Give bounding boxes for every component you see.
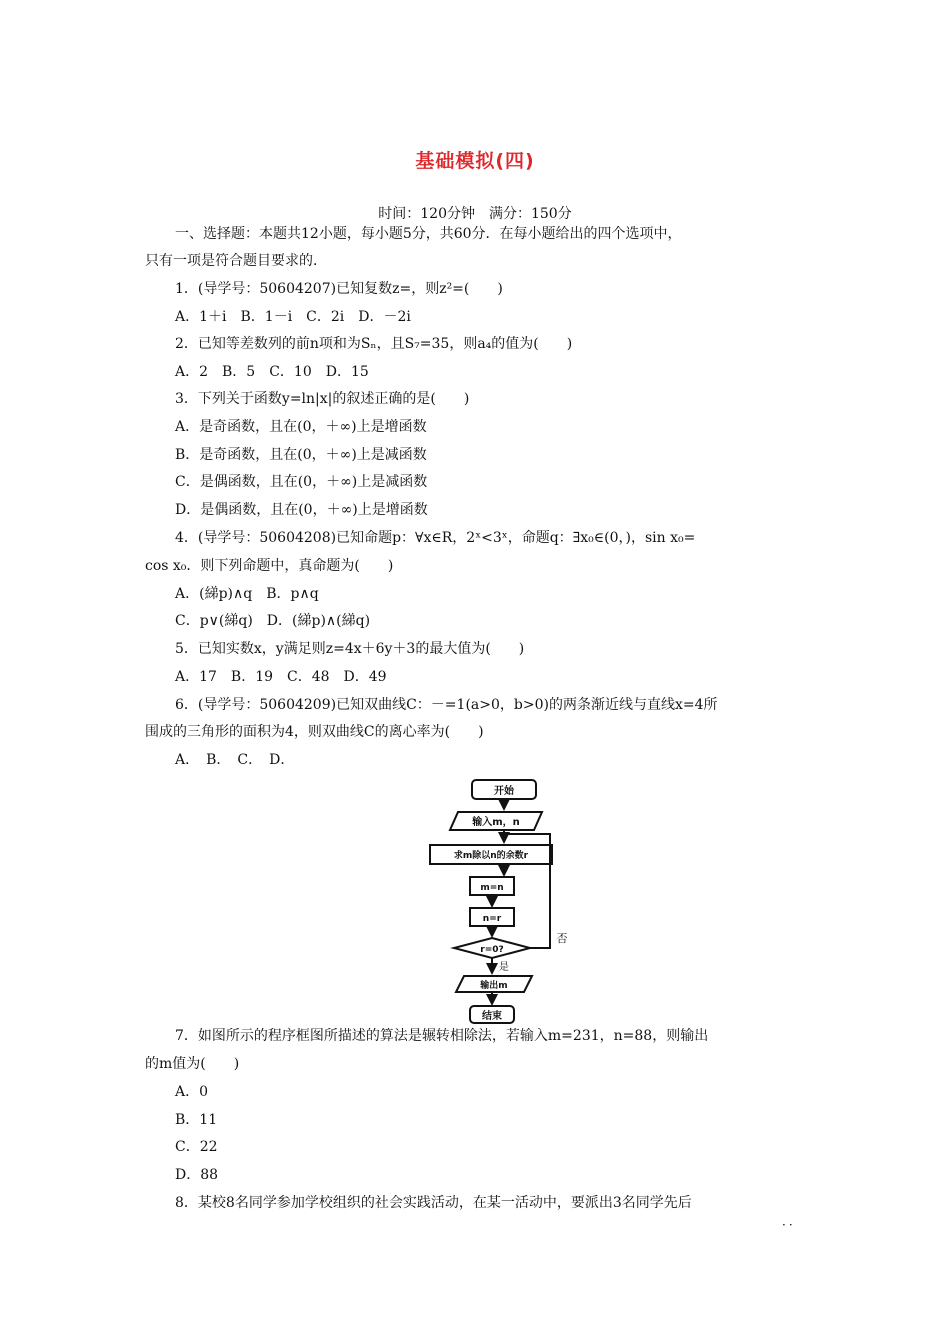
q2-options: A．2 B．5 C．10 D．15	[175, 364, 369, 380]
q2-stem: 2．已知等差数列的前n项和为Sₙ，且S₇=35，则a₄的值为( )	[175, 336, 573, 352]
q8-stem: 8．某校8名同学参加学校组织的社会实践活动，在某一活动中，要派出3名同学先后	[175, 1195, 692, 1211]
flow-remainder-label: 求m除以n的余数r	[453, 851, 529, 861]
q7-stem-line-2: 的m值为( )	[145, 1056, 240, 1072]
flow-output-label: 输出m	[480, 981, 508, 991]
page-title: 基础模拟(四)	[415, 150, 535, 172]
q1-options: A．1＋i B．1－i C．2i D．－2i	[175, 309, 411, 325]
flow-no-label: 否	[556, 932, 568, 945]
q5-options: A．17 B．19 C．48 D．49	[175, 669, 387, 685]
q3-option-c: C．是偶函数，且在(0，＋∞)上是减函数	[175, 474, 428, 490]
q7-option-c: C．22	[175, 1139, 218, 1155]
q3-option-b: B．是奇函数，且在(0，＋∞)上是减函数	[175, 447, 427, 463]
exam-meta: 时间：120分钟 满分：150分	[378, 206, 572, 222]
flow-end-label: 结束	[482, 1011, 502, 1022]
q3-option-a: A．是奇函数，且在(0，＋∞)上是增函数	[175, 419, 427, 435]
q7-option-a: A．0	[175, 1084, 209, 1100]
q4-options-2: C．p∨(綈q) D．(綈p)∧(綈q)	[175, 613, 371, 629]
flow-input-label: 输入m，n	[472, 817, 520, 828]
q4-options-1: A．(綈p)∧q B．p∧q	[175, 586, 319, 602]
section-intro-line-1: 一、选择题：本题共12小题，每小题5分，共60分．在每小题给出的四个选项中，	[175, 226, 682, 242]
program-flowchart	[420, 776, 580, 1026]
q3-option-d: D．是偶函数，且在(0，＋∞)上是增函数	[175, 502, 428, 518]
q7-stem-line-1: 7．如图所示的程序框图所描述的算法是辗转相除法，若输入m=231，n=88，则输出	[175, 1028, 709, 1044]
flow-decision-label: r=0?	[480, 945, 504, 955]
flow-assign-n-label: n=r	[482, 914, 502, 924]
q7-option-d: D．88	[175, 1167, 219, 1183]
q7-option-b: B．11	[175, 1112, 218, 1128]
q6-options: A． B． C． D．	[175, 752, 295, 768]
flow-start-label: 开始	[494, 786, 514, 797]
continuation-mark: ··	[782, 1218, 796, 1232]
flow-yes-label: 是	[499, 962, 509, 973]
q3-stem: 3．下列关于函数y=ln|x|的叙述正确的是( )	[175, 391, 470, 407]
flow-assign-m-label: m=n	[480, 883, 504, 893]
q5-stem: 5．已知实数x，y满足则z=4x＋6y＋3的最大值为( )	[175, 641, 525, 657]
q4-stem-line-1: 4．(导学号：50604208)已知命题p：∀x∈R，2ˣ<3ˣ，命题q：∃x₀∈(0，)，sin x₀=	[175, 530, 696, 546]
q1-stem: 1．(导学号：50604207)已知复数z=，则z²=( )	[175, 281, 503, 297]
q6-stem-line-1: 6．(导学号：50604209)已知双曲线C：－=1(a>0，b>0)的两条渐近线与直线x=4所	[175, 697, 718, 713]
q4-stem-line-2: cos x₀．则下列命题中，真命题为( )	[145, 558, 394, 574]
section-intro-line-2: 只有一项是符合题目要求的．	[145, 253, 327, 269]
q6-stem-line-2: 围成的三角形的面积为4，则双曲线C的离心率为( )	[145, 724, 484, 740]
